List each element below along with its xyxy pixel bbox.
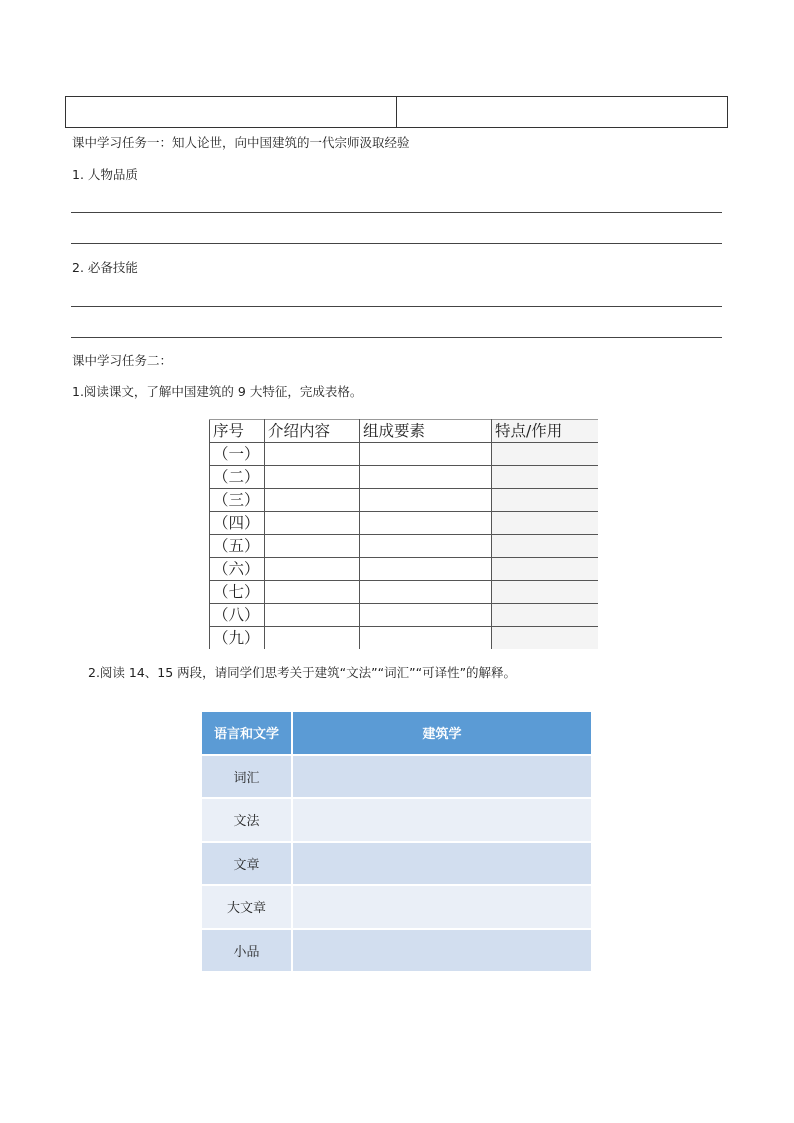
row-number: （四） (210, 512, 265, 535)
table-cell[interactable] (265, 581, 360, 604)
row-label: 大文章 (202, 886, 291, 928)
row-label: 词汇 (202, 756, 291, 798)
task2-question1: 1.阅读课文，了解中国建筑的 9 大特征，完成表格。 (72, 384, 363, 399)
table-cell[interactable] (492, 489, 599, 512)
features-table (209, 419, 598, 649)
table-cell[interactable] (492, 581, 599, 604)
table-row (210, 581, 599, 604)
row-number: （八） (210, 604, 265, 627)
table-cell[interactable] (360, 512, 492, 535)
table-header-cell: 介绍内容 (265, 420, 360, 443)
task2-heading: 课中学习任务二： (72, 353, 173, 368)
row-number: （六） (210, 558, 265, 581)
table-header-cell: 语言和文学 (202, 712, 291, 754)
table-cell[interactable] (360, 604, 492, 627)
table-cell[interactable] (360, 558, 492, 581)
architecture-language-table (202, 712, 591, 971)
table-header-cell: 特点/作用 (492, 420, 599, 443)
table-cell[interactable] (360, 627, 492, 650)
task1-heading: 课中学习任务一：知人论世，向中国建筑的一代宗师汲取经验 (72, 135, 410, 150)
answer-line (71, 306, 722, 307)
answer-line (71, 212, 722, 213)
table-cell[interactable] (265, 466, 360, 489)
row-number: （五） (210, 535, 265, 558)
table-row (210, 604, 599, 627)
table-row (210, 627, 599, 650)
answer-line (71, 337, 722, 338)
table-header-cell: 序号 (210, 420, 265, 443)
table-cell[interactable] (265, 604, 360, 627)
row-number: （三） (210, 489, 265, 512)
table-row (210, 443, 599, 466)
table-cell[interactable] (265, 627, 360, 650)
table-cell[interactable] (360, 466, 492, 489)
table-cell[interactable] (492, 535, 599, 558)
table-cell[interactable] (492, 512, 599, 535)
table-row (210, 512, 599, 535)
table-cell[interactable] (265, 535, 360, 558)
header-info-cell-right (396, 97, 727, 127)
table-row (210, 489, 599, 512)
table-cell[interactable] (265, 443, 360, 466)
table-row (202, 754, 591, 798)
table-cell[interactable] (293, 930, 591, 972)
table-cell[interactable] (492, 627, 599, 650)
table-cell[interactable] (293, 843, 591, 885)
table-header-row (210, 420, 599, 443)
table-row (210, 535, 599, 558)
table-cell[interactable] (360, 581, 492, 604)
table-cell[interactable] (265, 489, 360, 512)
table-cell[interactable] (293, 799, 591, 841)
task2-question2: 2.阅读 14、15 两段，请同学们思考关于建筑“文法”“词汇”“可译性”的解释。 (88, 665, 517, 680)
table-cell[interactable] (360, 489, 492, 512)
table-row (202, 928, 591, 972)
row-number: （九） (210, 627, 265, 650)
row-number: （二） (210, 466, 265, 489)
table-header-cell: 组成要素 (360, 420, 492, 443)
row-label: 文法 (202, 799, 291, 841)
header-info-box (65, 96, 728, 128)
table-cell[interactable] (265, 558, 360, 581)
task1-item1-label: 1. 人物品质 (72, 167, 138, 182)
answer-line (71, 243, 722, 244)
table-row (210, 466, 599, 489)
table-cell[interactable] (492, 443, 599, 466)
table-cell[interactable] (492, 604, 599, 627)
row-label: 小品 (202, 930, 291, 972)
table-row (210, 558, 599, 581)
table-row (202, 841, 591, 885)
row-number: （一） (210, 443, 265, 466)
header-info-cell-left (66, 97, 396, 127)
table-cell[interactable] (492, 466, 599, 489)
table-cell[interactable] (293, 756, 591, 798)
table-header-row (202, 712, 591, 754)
row-label: 文章 (202, 843, 291, 885)
row-number: （七） (210, 581, 265, 604)
table-cell[interactable] (492, 558, 599, 581)
table-header-cell: 建筑学 (293, 712, 591, 754)
task1-item2-label: 2. 必备技能 (72, 260, 138, 275)
table-cell[interactable] (293, 886, 591, 928)
table-cell[interactable] (360, 535, 492, 558)
table-cell[interactable] (265, 512, 360, 535)
table-row (202, 797, 591, 841)
table-cell[interactable] (360, 443, 492, 466)
table-row (202, 884, 591, 928)
